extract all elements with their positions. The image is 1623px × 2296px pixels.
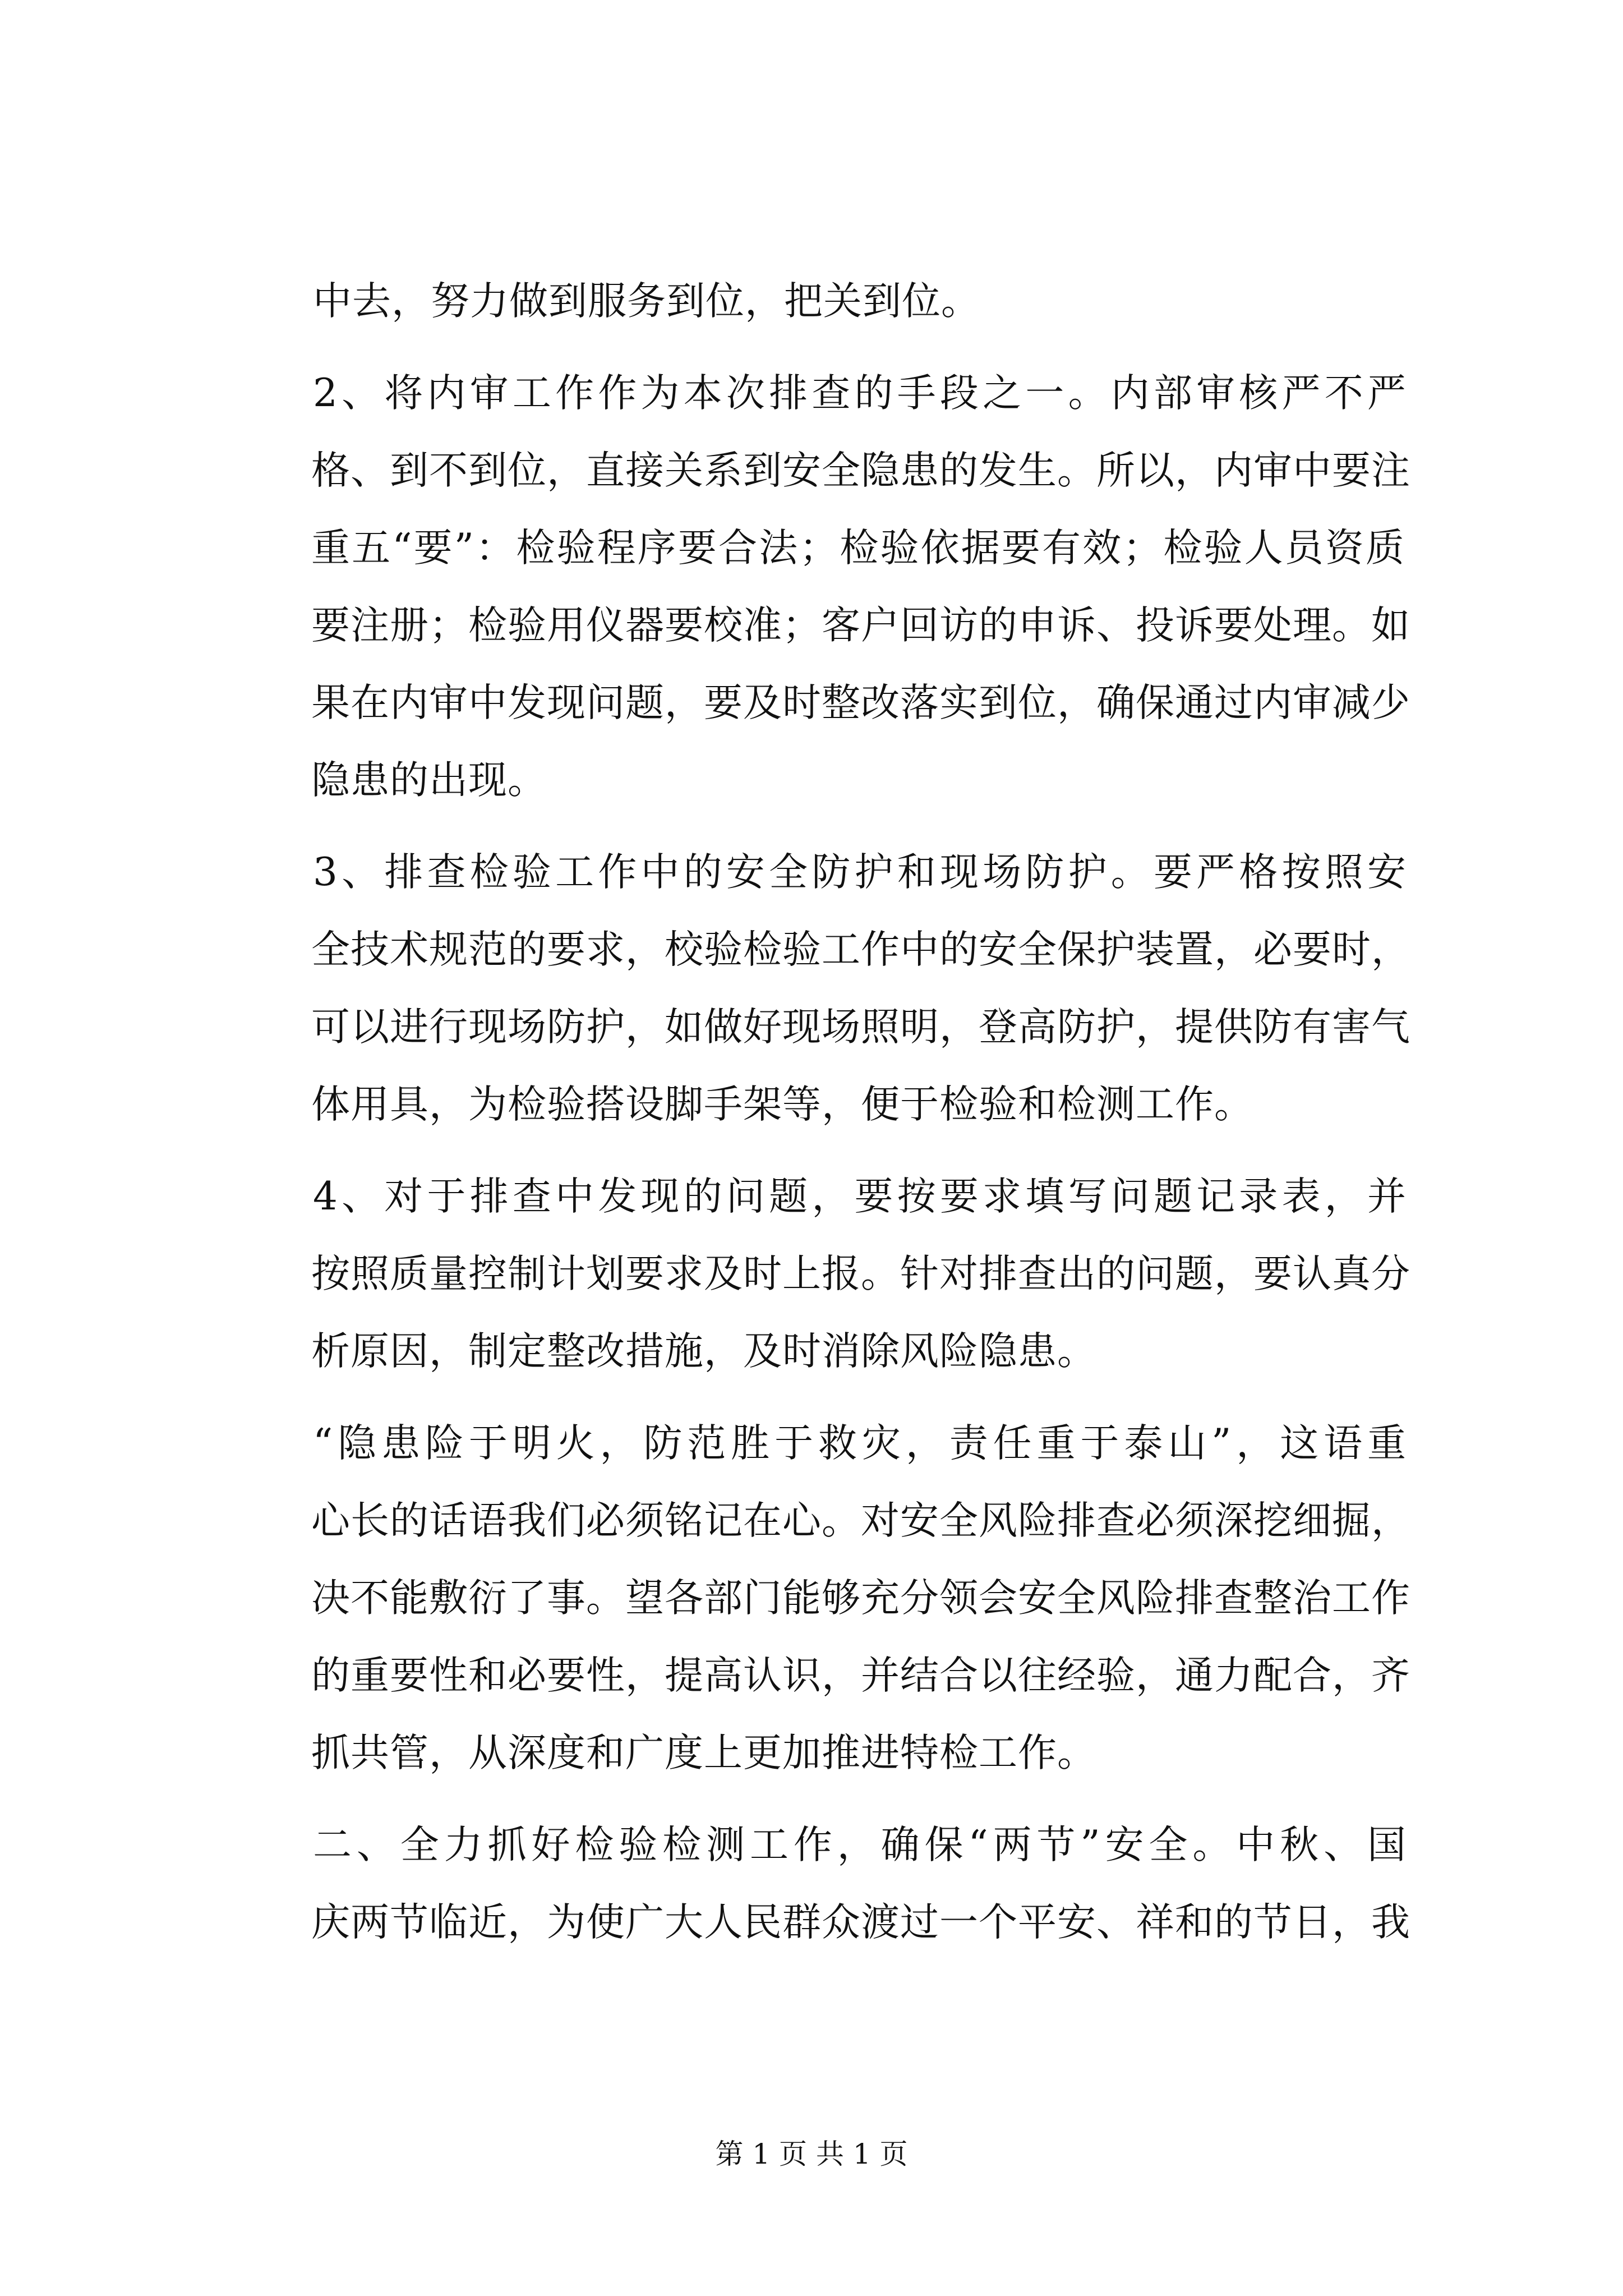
paragraph-4-line-2: 按照质量控制计划要求及时上报。针对排查出的问题，要认真分 [311,1251,1410,1296]
paragraph-4-line-3: 析原因，制定整改措施，及时消除风险隐患。 [311,1329,1096,1374]
paragraph-4-line-1: 4、对于排查中发现的问题，要按要求填写问题记录表，并 [313,1174,1407,1219]
paragraph-3-line-2: 全技术规范的要求，校验检验工作中的安全保护装置，必要时， [311,927,1410,972]
paragraph-3-line-3: 可以进行现场防护，如做好现场照明，登高防护，提供防有害气 [311,1005,1410,1050]
paragraph-5-line-4: 的重要性和必要性，提高认识，并结合以往经验，通力配合，齐 [311,1653,1410,1698]
paragraph-2-line-2: 格、到不到位，直接关系到安全隐患的发生。所以，内审中要注 [311,448,1410,493]
paragraph-3-line-1: 3、排查检验工作中的安全防护和现场防护。要严格按照安 [313,850,1407,895]
paragraph-6-line-1: 二、全力抓好检验检测工作，确保“两节”安全。中秋、国 [313,1823,1407,1867]
page-footer: 第 1 页 共 1 页 [715,2138,908,2170]
paragraph-1-line-1: 中去，努力做到服务到位，把关到位。 [313,279,980,324]
paragraph-2-line-3: 重五“要”：检验程序要合法；检验依据要有效；检验人员资质 [311,526,1405,570]
paragraph-5-line-5: 抓共管，从深度和广度上更加推进特检工作。 [311,1731,1096,1775]
paragraph-2-line-5: 果在内审中发现问题，要及时整改落实到位，确保通过内审减少 [311,680,1410,725]
paragraph-2-line-1: 2、将内审工作作为本次排查的手段之一。内部审核严不严 [313,371,1407,416]
paragraph-5-line-2: 心长的话语我们必须铭记在心。对安全风险排查必须深挖细掘， [311,1498,1410,1543]
paragraph-5-line-3: 决不能敷衍了事。望各部门能够充分领会安全风险排查整治工作 [311,1576,1410,1621]
paragraph-3-line-4: 体用具，为检验搭设脚手架等，便于检验和检测工作。 [311,1082,1253,1127]
paragraph-2-line-6: 隐患的出现。 [311,758,547,803]
paragraph-5-line-1: “隐患险于明火，防范胜于救灾，责任重于泰山”，这语重 [313,1421,1407,1466]
paragraph-6-line-2: 庆两节临近，为使广大人民群众渡过一个平安、祥和的节日，我 [311,1900,1410,1945]
paragraph-2-line-4: 要注册；检验用仪器要校准；客户回访的申诉、投诉要处理。如 [311,603,1410,648]
